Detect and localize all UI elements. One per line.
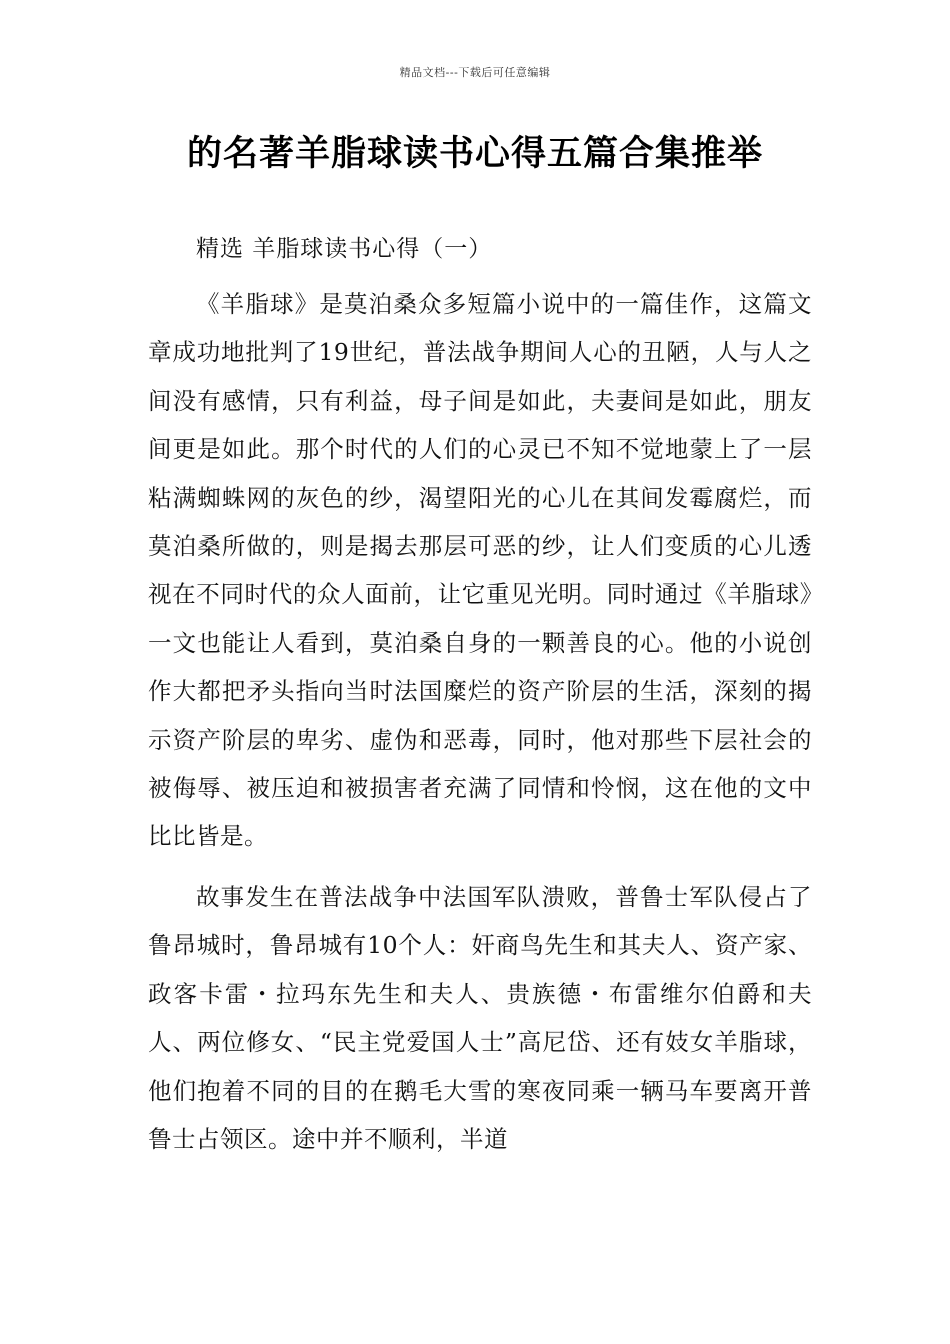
paragraph-2: 故事发生在普法战争中法国军队溃败，普鲁士军队侵占了鲁昂城时，鲁昂城有10个人：奸商鸟先生和其夫人、资产家、政客卡雷・拉玛东先生和夫人、贵族德・布雷维尔伯爵和夫人、两位修女、“民主党爱国人士”高尼岱、还有妓女羊脂球，他们抱着不同的目的在鹅毛大雪的寒夜同乘一辆马车要离开普鲁士占领区。途中并不顺利，半道 xyxy=(148,882,812,1153)
section-heading: 精选 羊脂球读书心得（一） xyxy=(196,236,493,262)
header-note: 精品文档---下载后可任意编辑 xyxy=(399,66,551,79)
page-title: 的名著羊脂球读书心得五篇合集推举 xyxy=(186,134,763,174)
document-body xyxy=(148,228,812,1163)
paragraph-1: 《羊脂球》是莫泊桑众多短篇小说中的一篇佳作，这篇文章成功地批判了19世纪，普法战争期间人心的丑陋，人与人之间没有感情，只有利益，母子间是如此，夫妻间是如此，朋友间更是如此。那个时代的人们的心灵已不知不觉地蒙上了一层粘满蜘蛛网的灰色的纱，渴望阳光的心儿在其间发霉腐烂，而莫泊桑所做的，则是揭去那层可恶的纱，让人们变质的心儿透视在不同时代的众人面前，让它重见光明。同时通过《羊脂球》一文也能让人看到，莫泊桑自身的一颗善良的心。他的小说创作大都把矛头指向当时法国糜烂的资产阶层的生活，深刻的揭示资产阶层的卑劣、虚伪和恶毒，同时，他对那些下层社会的被侮辱、被压迫和被损害者充满了同情和怜悯，这在他的文中比比皆是。 xyxy=(148,290,812,851)
